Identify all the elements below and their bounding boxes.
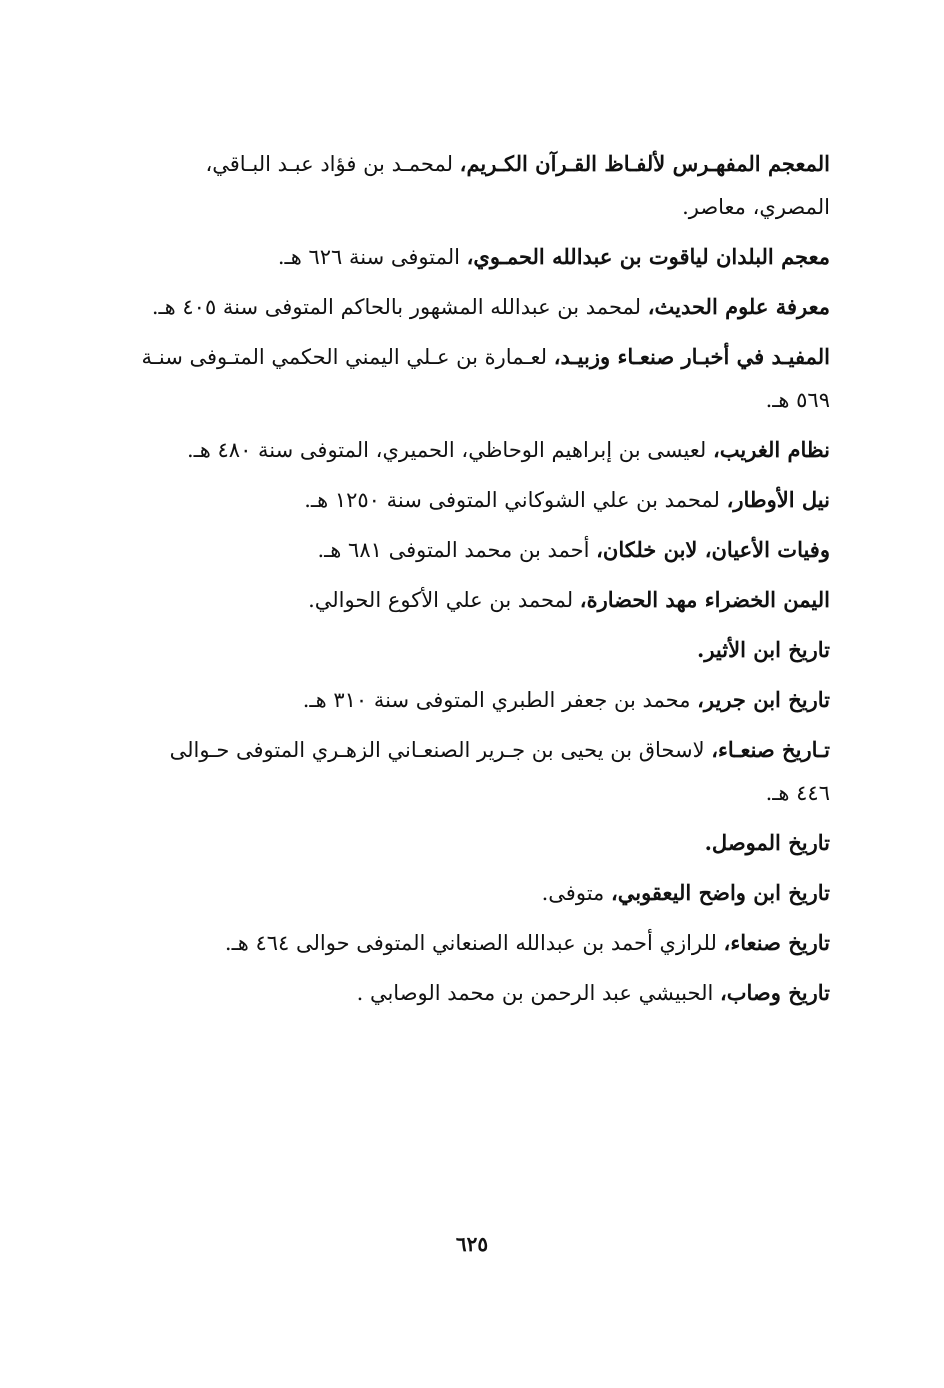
bibliography-entry (140, 335, 830, 422)
bibliography-entry (140, 478, 830, 522)
bibliography-entry (140, 871, 830, 915)
entry-title: المفيـد في أخبـار صنعـاء وزبيـد، (553, 344, 830, 369)
entry-title: تاريخ ابن واضح اليعقوبي، (610, 880, 830, 905)
bibliography-entry (140, 428, 830, 472)
bibliography-entry (140, 678, 830, 722)
entry-title: وفيات الأعيان، لابن خلكان، (596, 537, 830, 562)
entry-title: تاريخ ابن الأثير. (697, 637, 830, 662)
entry-title: المعجم المفهـرس لألفـاظ القـرآن الكـريم، (459, 151, 830, 176)
entry-details: للرازي أحمد بن عبدالله الصنعاني المتوفى حوالى ٤٦٤ هـ. (224, 931, 724, 955)
bibliography-entry (140, 821, 830, 865)
entry-details: لاسحاق بن يحيى بن جـرير الصنعـاني الزهـري المتوفى حـوالى ٤٤٦ هـ. (169, 738, 830, 805)
entry-details: أحمد بن محمد المتوفى ٦٨١ هـ. (317, 538, 597, 562)
entry-details: لمحمد بن علي الشوكاني المتوفى سنة ١٢٥٠ هـ. (304, 488, 727, 512)
page-number: ٦٢٥ (455, 1232, 489, 1256)
entry-details: متوفى. (541, 881, 611, 905)
bibliography-entry (140, 578, 830, 622)
bibliography-entry (140, 235, 830, 279)
entry-details: المتوفى سنة ٦٢٦ هـ. (277, 245, 467, 269)
entry-details: الحبيشي عبد الرحمن بن محمد الوصابي . (356, 981, 720, 1005)
entry-details: لمحمد بن عبدالله المشهور بالحاكم المتوفى سنة ٤٠٥ هـ. (151, 295, 648, 319)
bibliography-entry (140, 628, 830, 672)
entry-title: تاريخ وصاب، (719, 980, 830, 1005)
bibliography-list (140, 142, 830, 1021)
bibliography-entry (140, 142, 830, 229)
entry-details: لمحمد بن علي الأكوع الحوالي. (308, 588, 580, 612)
entry-details: لعيسى بن إبراهيم الوحاظي، الحميري، المتوفى سنة ٤٨٠ هـ. (186, 438, 714, 462)
entry-title: معرفة علوم الحديث، (647, 294, 830, 319)
entry-details: لمحمـد بن فؤاد عبـد البـاقي، المصري، معاصر. (205, 152, 830, 219)
entry-title: نظام الغريب، (713, 437, 830, 462)
entry-title: نيل الأوطار، (726, 487, 830, 512)
entry-title: تاريخ الموصل. (704, 830, 830, 855)
bibliography-entry (140, 921, 830, 965)
entry-details: لعـمارة بن عـلي اليمني الحكمي المتـوفى سنـة ٥٦٩ هـ. (141, 345, 830, 412)
entry-title: تاريخ ابن جرير، (697, 687, 830, 712)
entry-title: تاريخ صنعاء، (723, 930, 830, 955)
bibliography-entry (140, 728, 830, 815)
entry-details: محمد بن جعفر الطبري المتوفى سنة ٣١٠ هـ. (302, 688, 698, 712)
bibliography-entry (140, 971, 830, 1015)
entry-title: اليمن الخضراء مهد الحضارة، (579, 587, 830, 612)
entry-title: تـاريخ صنعـاء، (711, 737, 830, 762)
bibliography-entry (140, 285, 830, 329)
bibliography-entry (140, 528, 830, 572)
entry-title: معجم البلدان لياقوت بن عبدالله الحمـوي، (466, 244, 830, 269)
